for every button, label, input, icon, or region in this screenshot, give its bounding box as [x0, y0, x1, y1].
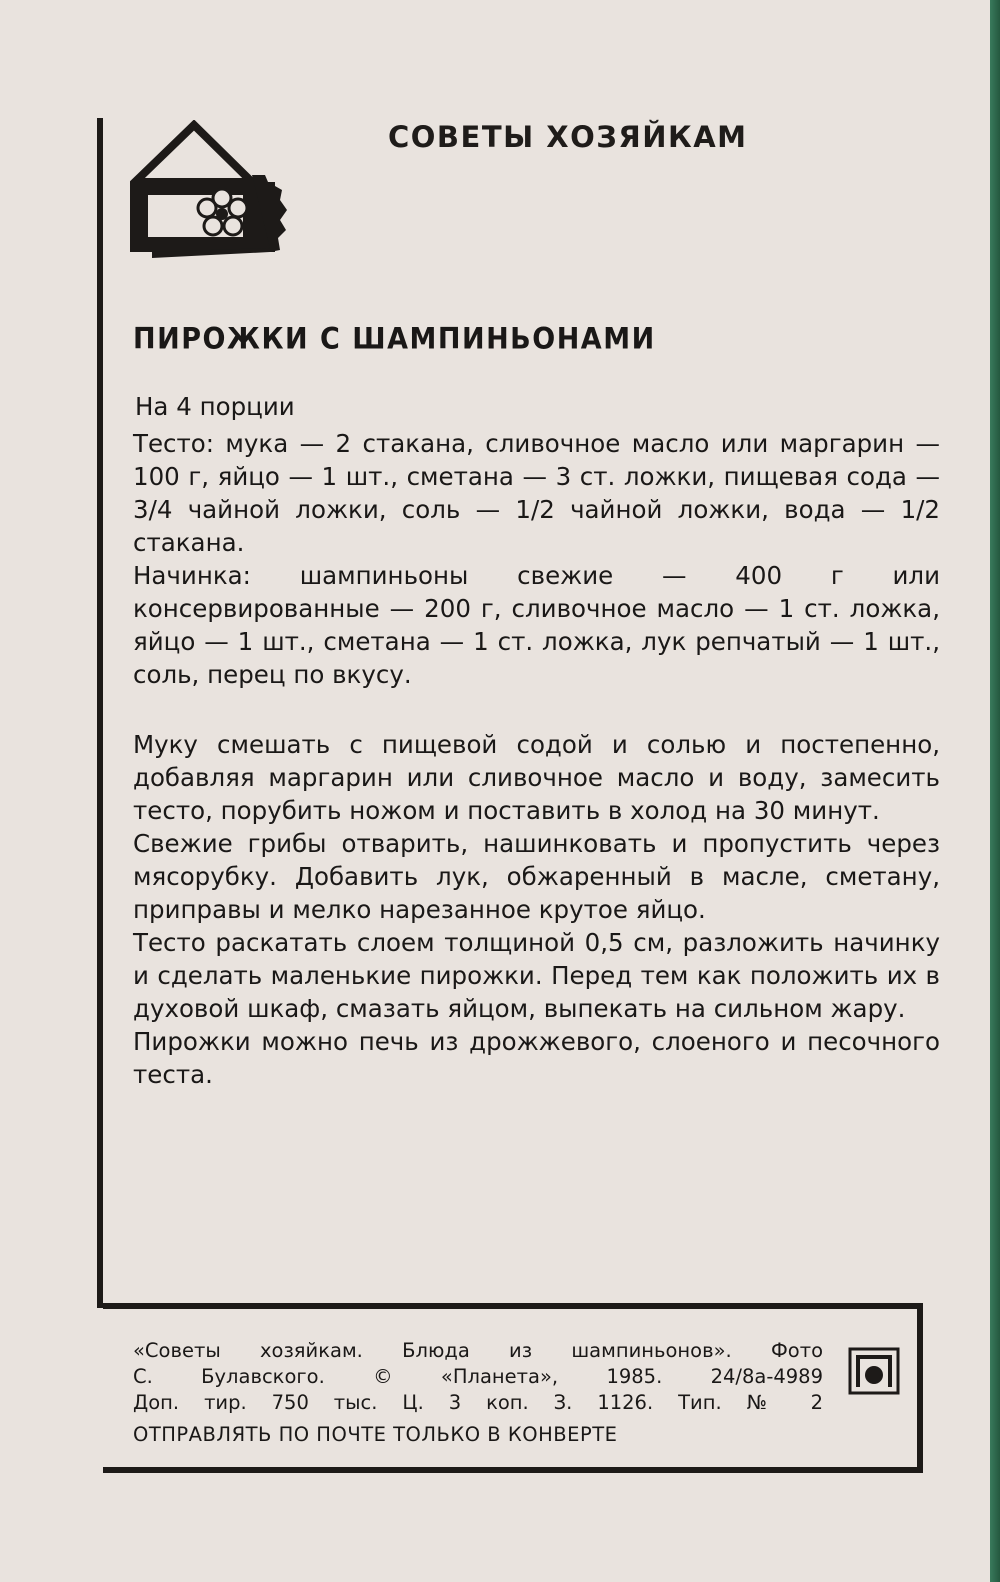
portions-text: На 4 порции	[135, 392, 295, 421]
imprint-footer	[133, 1338, 823, 1448]
footer-right-rule	[917, 1303, 923, 1473]
ingredients-block	[133, 427, 940, 691]
imprint-line: Доп. тир. 750 тыс. Ц. 3 коп. З. 1126. Тип. № 2	[133, 1391, 823, 1414]
footer-top-rule	[103, 1303, 923, 1309]
recipe-title: ПИРОЖКИ С ШАМПИНЬОНАМИ	[133, 322, 656, 357]
planeta-publisher-logo-icon	[848, 1347, 900, 1395]
house-with-flower-icon	[130, 120, 290, 270]
ingredients-filling: Начинка: шампиньоны свежие — 400 г или консервированные — 200 г, сливочное масло — 1 ст. ложка, яйцо — 1 шт., сметана — 1 ст. ложка, лук репчатый — 1 шт., соль, перец по вкусу.	[133, 561, 940, 689]
method-step: Пирожки можно печь из дрожжевого, слоеного и песочного теста.	[133, 1027, 940, 1089]
method-step: Тесто раскатать слоем толщиной 0,5 см, разложить начинку и сделать маленькие пирожки. Перед тем как положить их в духовой шкаф, смазать яйцом, выпекать на сильном жару.	[133, 928, 940, 1023]
imprint-line: «Советы хозяйкам. Блюда из шампиньонов». Фото	[133, 1339, 823, 1362]
mailing-notice: ОТПРАВЛЯТЬ ПО ПОЧТЕ ТОЛЬКО В КОНВЕРТЕ	[133, 1423, 618, 1446]
background-edge	[990, 0, 1000, 1582]
method-block	[133, 728, 940, 1091]
method-step: Муку смешать с пищевой содой и солью и постепенно, добавляя маргарин или сливочное масло и воду, замесить тесто, порубить ножом и поставить в холод на 30 минут.	[133, 730, 940, 825]
method-step: Свежие грибы отварить, нашинковать и пропустить через мясорубку. Добавить лук, обжаренный в масле, сметану, приправы и мелко нарезанное крутое яйцо.	[133, 829, 940, 924]
ingredients-dough: Тесто: мука — 2 стакана, сливочное масло или маргарин — 100 г, яйцо — 1 шт., сметана — 3 ст. ложки, пищевая сода — 3/4 чайной ложки, соль — 1/2 чайной ложки, вода — 1/2 стакана.	[133, 429, 940, 557]
footer-bottom-rule	[103, 1467, 923, 1473]
section-title: СОВЕТЫ ХОЗЯЙКАМ	[388, 120, 748, 154]
left-border-rule	[97, 118, 103, 1308]
imprint-line: С. Булавского. © «Планета», 1985. 24/8а-4989	[133, 1365, 823, 1388]
